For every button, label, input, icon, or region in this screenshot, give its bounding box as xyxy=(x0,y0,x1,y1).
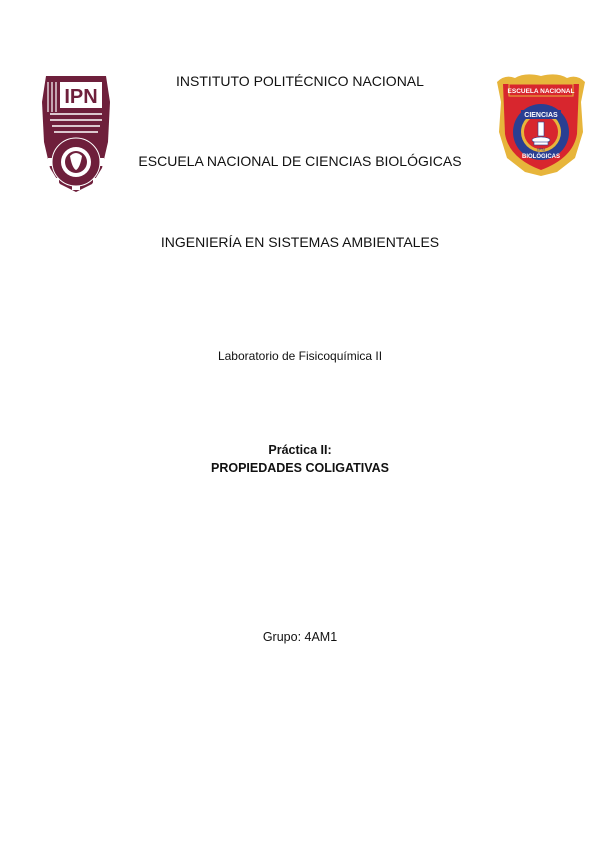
ipn-logo-text: IPN xyxy=(64,86,98,108)
encb-crest-ipn-text: IPN xyxy=(537,147,545,152)
group-label: Grupo: 4AM1 xyxy=(262,630,338,644)
program-name: INGENIERÍA EN SISTEMAS AMBIENTALES xyxy=(160,234,440,250)
institution-name: INSTITUTO POLITÉCNICO NACIONAL xyxy=(176,73,424,89)
encb-crest-bottom-text: BIOLÓGICAS xyxy=(521,154,561,160)
practice-title: PROPIEDADES COLIGATIVAS xyxy=(210,461,390,475)
school-name: ESCUELA NACIONAL DE CIENCIAS BIOLÓGICAS xyxy=(138,153,462,169)
course-name: Laboratorio de Fisicoquímica II xyxy=(217,349,383,363)
encb-crest-top-text: ESCUELA NACIONAL xyxy=(507,88,575,95)
ipn-logo-icon xyxy=(40,72,112,194)
practice-label: Práctica II: xyxy=(268,443,332,457)
encb-crest-mid-text: CIENCIAS xyxy=(524,112,558,119)
